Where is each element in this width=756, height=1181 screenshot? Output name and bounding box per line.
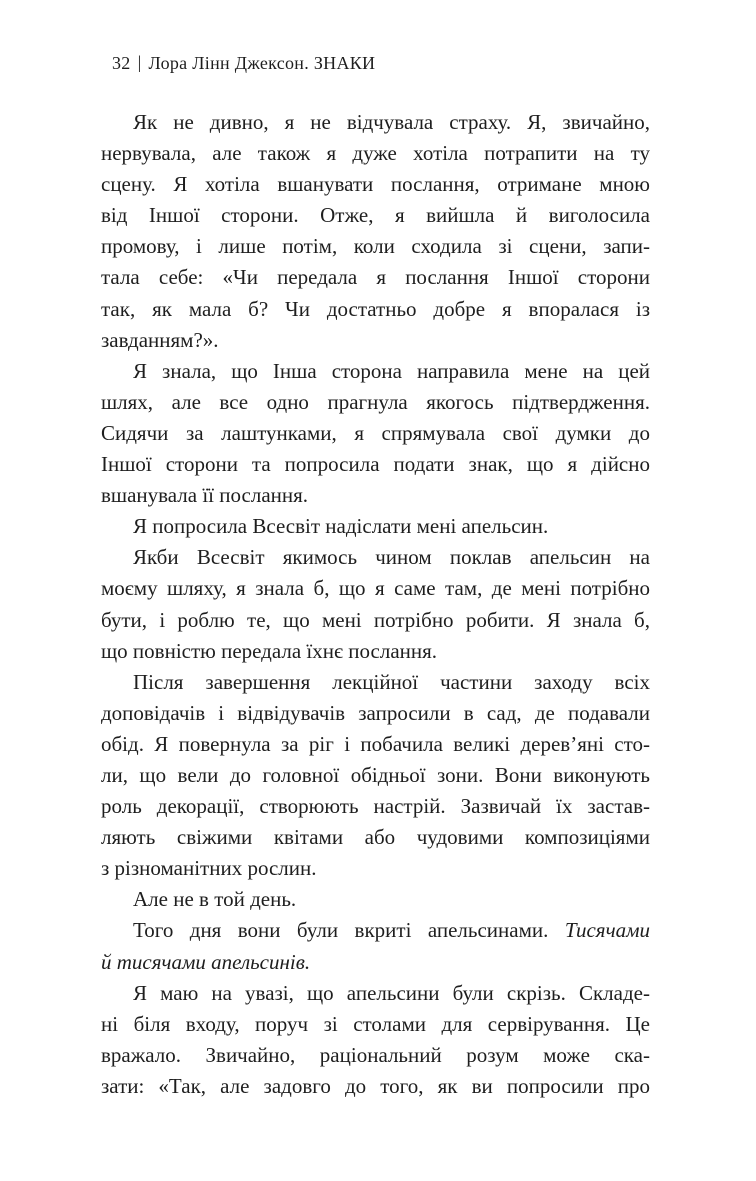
text-run: бути, і роблю те, що мені потрібно робити. Я знала б, [101,607,650,632]
text-line [101,1040,650,1071]
running-title: Лора Лінн Джексон. ЗНАКИ [148,53,376,73]
text-run: роль декорації, створюють настрій. Зазвичай їх застав- [101,794,650,819]
text-line [101,915,650,946]
text-run: тала себе: «Чи передала я послання Іншої сторони [101,265,650,290]
text-run: зати: «Так, але задовго до того, як ви попросили про [101,1073,650,1098]
text-run: Іншої сторони та попросила подати знак, що я дійсно [101,452,650,477]
page-header [112,52,375,74]
text-run: з різноманітних рослин. [101,856,317,881]
text-run: Після завершення лекційної частини заходу всіх [133,669,650,694]
text-run: так, як мала б? Чи достатньо добре я впоралася із [101,296,650,321]
text-line [101,853,650,884]
text-line [101,542,650,573]
text-line [101,294,650,325]
text-line [101,605,650,636]
text-run: сцену. Я хотіла вшанувати послання, отримане мною [101,172,650,197]
text-line [101,1071,650,1102]
text-run: ні біля входу, поруч зі столами для сервірування. Це [101,1011,650,1036]
text-line [101,822,650,853]
text-line [101,356,650,387]
text-run: моєму шляху, я знала б, що я саме там, де мені потрібно [101,576,650,601]
italic-text-run: й тисячами апельсинів. [101,949,311,974]
text-run: доповідачів і відвідувачів запросили в сад, де подавали [101,700,650,725]
text-run: Якби Всесвіт якимось чином поклав апельсин на [133,545,650,570]
text-run: вражало. Звичайно, раціональний розум може ска- [101,1042,650,1067]
text-run: Того дня вони були вкриті апельсинами. [133,918,565,943]
text-line [101,231,650,262]
text-run: завданням?». [101,327,219,352]
text-line [101,573,650,604]
page-body [101,107,650,1102]
text-line [101,262,650,293]
text-run: від Іншої сторони. Отже, я вийшла й виголосила [101,203,650,228]
text-run: нервувала, але також я дуже хотіла потрапити на ту [101,141,650,166]
page-number: 32 [112,53,131,73]
text-run: Я маю на увазі, що апельсини були скрізь. Складе- [133,980,650,1005]
text-run: Сидячи за лаштунками, я спрямувала свої думки до [101,420,650,445]
text-run: ли, що вели до головної обідньої зони. Вони виконують [101,762,650,787]
text-run: вшанувала її послання. [101,483,309,508]
text-run: Я знала, що Інша сторона направила мене на цей [133,358,650,383]
italic-text-run: Тисячами [564,918,650,943]
text-run: промову, і лише потім, коли сходила зі сцени, запи- [101,234,650,259]
text-line [101,387,650,418]
text-run: ляють свіжими квітами або чудовими композиціями [101,825,650,850]
text-run: Я попросила Всесвіт надіслати мені апельсин. [133,514,549,539]
header-separator: | [137,52,142,72]
text-line [101,760,650,791]
text-line [101,978,650,1009]
text-line [101,698,650,729]
text-line [101,169,650,200]
text-line [101,511,650,542]
text-run: Як не дивно, я не відчувала страху. Я, звичайно, [133,110,650,134]
text-line [101,791,650,822]
text-line [101,636,650,667]
text-line [101,107,650,138]
text-line [101,667,650,698]
text-line [101,947,650,978]
text-line [101,200,650,231]
text-run: шлях, але все одно прагнула якогось підтвердження. [101,389,650,414]
text-run: що повністю передала їхнє послання. [101,638,438,663]
text-run: обід. Я повернула за ріг і побачила великі дерев’яні сто- [101,731,650,756]
text-line [101,449,650,480]
text-line [101,884,650,915]
text-line [101,418,650,449]
text-line [101,138,650,169]
text-run: Але не в той день. [133,887,297,912]
text-line [101,1009,650,1040]
text-line [101,480,650,511]
text-line [101,325,650,356]
text-line [101,729,650,760]
